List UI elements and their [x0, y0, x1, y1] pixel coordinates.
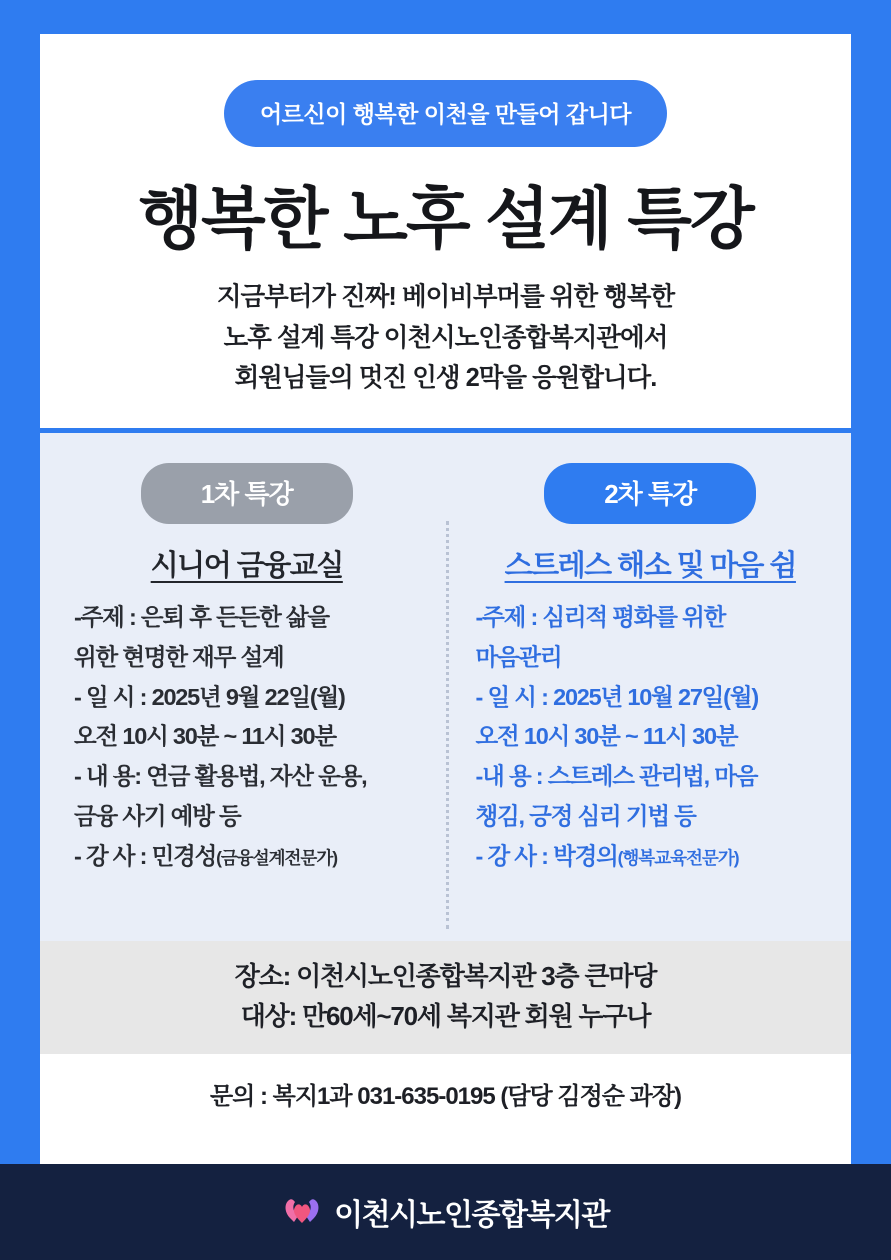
- slogan-pill: 어르신이 행복한 이천을 만들어 갑니다: [224, 80, 667, 147]
- session-1-lecturer: [74, 839, 420, 875]
- footer-logo: [282, 1190, 609, 1234]
- poster-card: [40, 34, 851, 1164]
- session-2-lecturer-name: - 강 사 : 박경의: [475, 842, 618, 869]
- info-target: 대상: 만60세~70세 복지관 회원 누구나: [240, 1000, 651, 1031]
- session-1-heading: 시니어 금융교실: [150, 550, 343, 583]
- list-item: - 일 시 : 2025년 10월 27일(월): [475, 683, 758, 710]
- list-item: - 일 시 : 2025년 9월 22일(월): [74, 683, 345, 710]
- list-item: 금융 사기 예방 등: [74, 802, 241, 829]
- subtitle-line-2: 노후 설계 특강 이천시노인종합복지관에서: [223, 323, 668, 352]
- heart-hands-icon: [282, 1191, 322, 1234]
- footer-organization: 이천시노인종합복지관: [334, 1199, 609, 1232]
- session-2-heading: 스트레스 해소 및 마음 쉼: [504, 550, 796, 583]
- sessions-container: [40, 433, 851, 941]
- list-item: 챙김, 긍정 심리 기법 등: [475, 802, 696, 829]
- list-item: -주제 : 은퇴 후 든든한 삶을: [74, 604, 329, 631]
- session-2-lecturer-note: (행복교육전문가): [617, 847, 739, 868]
- list-item: 마음관리: [475, 643, 562, 670]
- footer: [0, 1164, 891, 1260]
- session-2-items: [476, 600, 826, 874]
- list-item: -주제 : 심리적 평화를 위한: [475, 604, 726, 631]
- contact-line: 문의 : 복지1과 031-635-0195 (담당 김정순 과장): [209, 1083, 681, 1111]
- session-1-badge: 1차 특강: [141, 463, 353, 524]
- list-item: -내 용 : 스트레스 관리법, 마음: [475, 763, 758, 790]
- list-item: 오전 10시 30분 ~ 11시 30분: [475, 723, 738, 750]
- subtitle-line-1: 지금부터가 진짜! 베이비부머를 위한 행복한: [216, 283, 675, 312]
- subtitle: [40, 277, 851, 398]
- session-1-lecturer-note: (금융설계전문가): [216, 847, 338, 868]
- top-pill-container: [40, 34, 851, 147]
- session-2-lecturer: [476, 839, 826, 875]
- session-1-items: [74, 600, 420, 874]
- subtitle-line-3: 회원님들의 멋진 인생 2막을 응원합니다.: [234, 363, 657, 392]
- info-place: 장소: 이천시노인종합복지관 3층 큰마당: [234, 961, 657, 992]
- list-item: - 내 용: 연금 활용법, 자산 운용,: [74, 763, 367, 790]
- session-1-lecturer-name: - 강 사 : 민경성: [74, 842, 217, 869]
- session-2-badge: 2차 특강: [544, 463, 756, 524]
- page-title: 행복한 노후 설계 특강: [138, 182, 753, 257]
- session-column-2: [446, 433, 852, 941]
- info-band: [40, 941, 851, 1054]
- list-item: 오전 10시 30분 ~ 11시 30분: [74, 723, 336, 750]
- list-item: 위한 현명한 재무 설계: [74, 643, 284, 670]
- session-column-1: [40, 433, 446, 941]
